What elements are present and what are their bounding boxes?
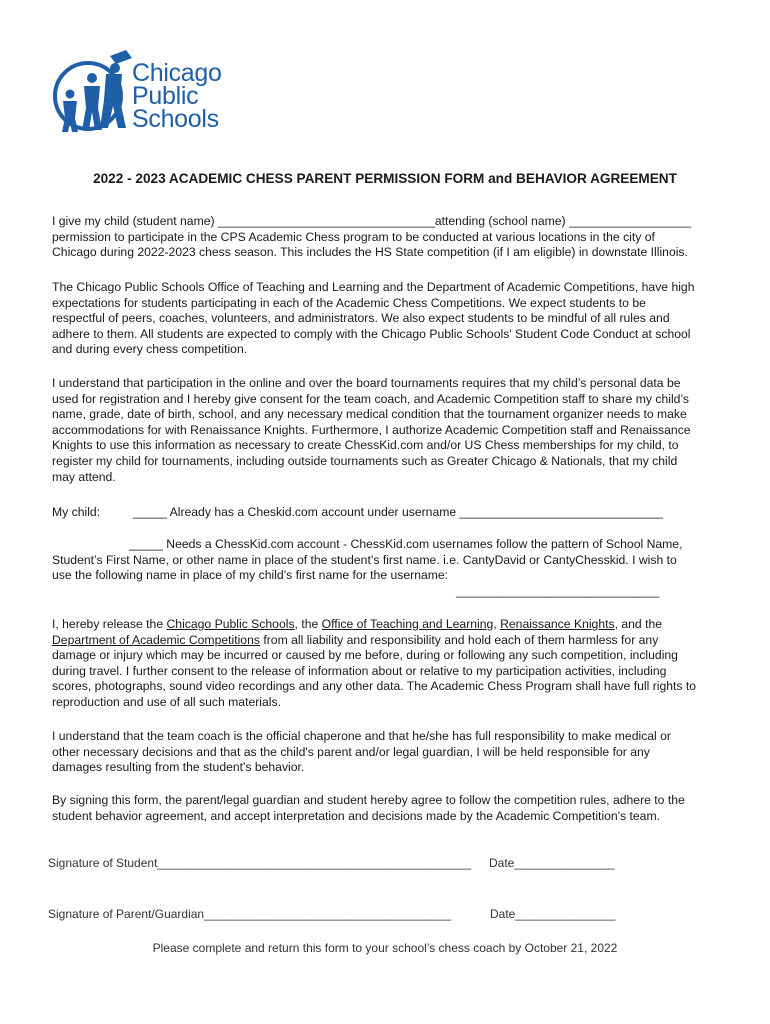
logo-text-public: Public <box>132 82 199 110</box>
student-date-field[interactable]: Date_______________ <box>489 856 615 870</box>
footer-instruction: Please complete and return this form to your school’s chess coach by October 21, 2022 <box>152 941 618 955</box>
username-blank[interactable]: ______________________________ <box>456 583 660 598</box>
option-has-account[interactable]: _____ Already has a Cheskid.com account under username ______________________________ <box>133 505 663 519</box>
page-title: 2022 - 2023 ACADEMIC CHESS PARENT PERMISSION FORM and BEHAVIOR AGREEMENT <box>93 171 677 186</box>
cps-logo <box>48 44 248 144</box>
logo-text-schools: Schools <box>132 105 219 133</box>
paragraph-release: I, hereby release the Chicago Public Schools, the Office of Teaching and Learning, Renaissance Knights, and the Department of Academic Competitions from all liability and responsibility and hold each of them harmless for any damage or injury which may be incurred or caused by me before, during or following any such competition, including during travel. I further consent to the release of information about or relative to my participation activities, including scores, photographs, sound video recordings and any other data. The Academic Chess Program shall have full rights to reproduction and use of all such materials. <box>52 617 697 709</box>
logo-text-chicago: Chicago <box>132 59 222 87</box>
paragraph-agreement: By signing this form, the parent/legal guardian and student hereby agree to follow the competition rules, adhere to the student behavior agreement, and accept interpretation and decisions made by the Academic Competition's team. <box>52 793 685 823</box>
student-signature-field[interactable]: Signature of Student_______________________________________________ <box>48 856 472 870</box>
option-needs-account[interactable]: _____ Needs a ChessKid.com account - ChessKid.com usernames follow the pattern of School Name, Student’s First Name, or other name in place of the student’s first name. i.e. CantyDavid or CantyChesskid. I wish to use the following name in place of my child’s first name for the username: ______________________________ <box>52 537 720 599</box>
parent-date-field[interactable]: Date_______________ <box>490 907 616 921</box>
paragraph-expectations: The Chicago Public Schools Office of Teaching and Learning and the Department of Academic Competitions, have high expectations for students participating in each of the Academic Chess Competitions. We expect students to be respectful of peers, coaches, volunteers, and administrators. We also expect students to be mindful of all rules and adhere to them. All students are expected to comply with the Chicago Public Schools' Student Code Conduct at school and during every chess competition. <box>52 280 695 357</box>
my-child-label: My child: <box>52 505 101 519</box>
link-renaissance-knights[interactable]: Renaissance Knights <box>500 617 615 631</box>
link-office-teaching-learning[interactable]: Office of Teaching and Learning <box>321 617 494 631</box>
parent-signature-field[interactable]: Signature of Parent/Guardian_____________________________________ <box>48 907 452 921</box>
paragraph-chaperone: I understand that the team coach is the official chaperone and that he/she has full responsibility to make medical or other necessary decisions and that as the child's parent and/or legal guardian, I will be held responsible for any damages resulting from the student's behavior. <box>52 729 671 775</box>
link-chicago-public-schools[interactable]: Chicago Public Schools <box>166 617 295 631</box>
cps-logo-emblem-icon <box>48 44 138 140</box>
paragraph-consent: I give my child (student name) ________________________________attending (school name) __________________ permission to participate in the CPS Academic Chess program to be conducted at various locations in the city of Chicago during 2022-2023 chess season. This includes the HS State competition (if I am eligible) in downstate Illinois. <box>52 214 691 260</box>
link-dept-academic-competitions[interactable]: Department of Academic Competitions <box>52 632 260 647</box>
paragraph-data-consent: I understand that participation in the online and over the board tournaments requires that my child’s personal data be used for registration and I hereby give consent for the team coach, and Academic Competition staff to share my child’s name, grade, date of birth, school, and any necessary medical condition that the tournament organizer needs to make accommodations for with Renaissance Knights. Furthermore, I authorize Academic Competition staff and Renaissance Knights to use this information as necessary to create ChessKid.com and/or US Chess memberships for my child, to register my child for tournaments, including outside tournaments such as Greater Chicago & Nationals, that my child may attend. <box>52 376 691 484</box>
